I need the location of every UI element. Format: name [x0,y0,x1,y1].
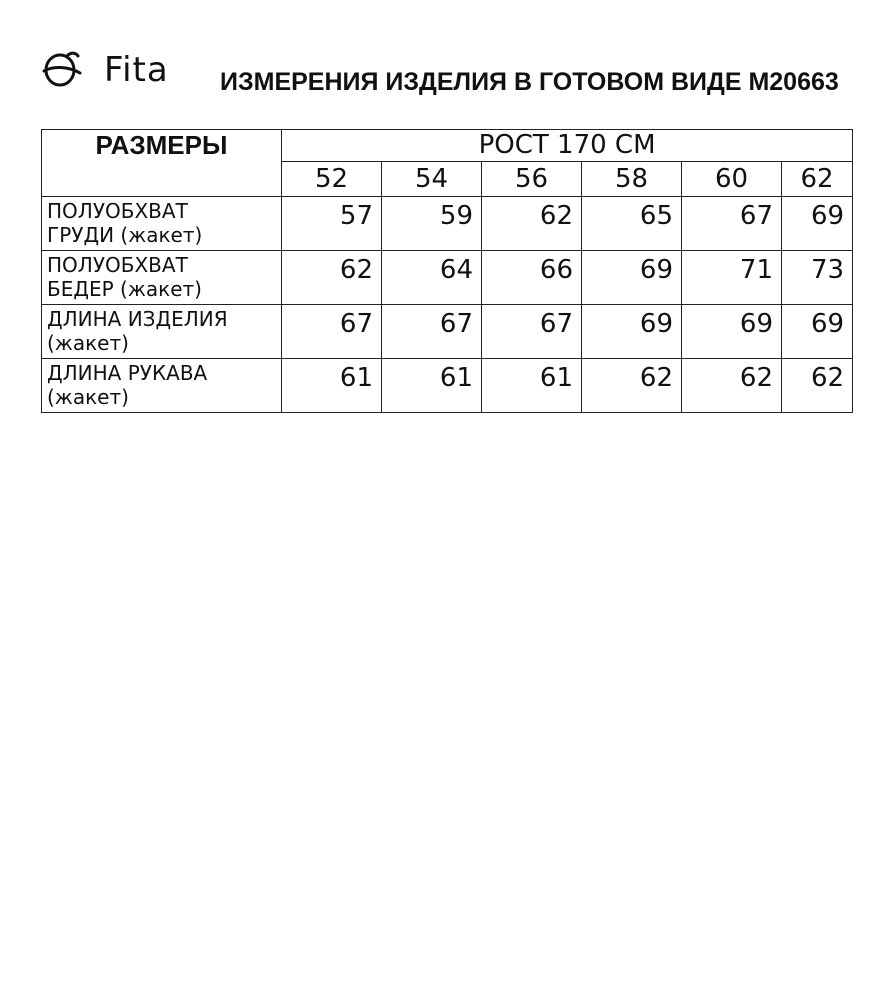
row-label-line: (жакет) [47,331,129,355]
value-cell: 69 [782,197,853,251]
value-cell: 62 [282,251,382,305]
value-cell: 65 [582,197,682,251]
table-row [42,197,853,251]
value-cell: 71 [682,251,782,305]
row-label-line: ПОЛУОБХВАТ [47,253,188,277]
value-cell: 73 [782,251,853,305]
value-cell: 62 [482,197,582,251]
row-label [42,251,282,305]
row-label-line: БЕДЕР (жакет) [47,277,202,301]
row-label [42,197,282,251]
size-header-cell: 56 [482,162,582,197]
size-header-cell: 52 [282,162,382,197]
table-row [42,251,853,305]
row-label-line: ПОЛУОБХВАТ [47,199,188,223]
value-cell: 67 [282,305,382,359]
row-label-line: (жакет) [47,385,129,409]
row-label-line: ДЛИНА РУКАВА [47,361,208,385]
sizes-header: РАЗМЕРЫ [42,130,282,197]
table-header-row [42,130,853,162]
value-cell: 67 [482,305,582,359]
value-cell: 67 [382,305,482,359]
size-header-cell: 54 [382,162,482,197]
value-cell: 62 [582,359,682,413]
value-cell: 62 [682,359,782,413]
size-header-cell: 60 [682,162,782,197]
row-label-line: ГРУДИ (жакет) [47,223,203,247]
size-header-cell: 58 [582,162,682,197]
value-cell: 61 [282,359,382,413]
value-cell: 57 [282,197,382,251]
size-measurements-table [41,129,853,413]
page-header [0,0,893,120]
size-header-cell: 62 [782,162,853,197]
row-label-line: ДЛИНА ИЗДЕЛИЯ [47,307,228,331]
height-header: РОСТ 170 СМ [282,130,853,162]
table-row [42,305,853,359]
table-row [42,359,853,413]
value-cell: 69 [682,305,782,359]
row-label [42,305,282,359]
row-label [42,359,282,413]
value-cell: 67 [682,197,782,251]
value-cell: 64 [382,251,482,305]
brand-name: Fita [104,50,169,90]
value-cell: 66 [482,251,582,305]
value-cell: 69 [782,305,853,359]
value-cell: 69 [582,305,682,359]
value-cell: 69 [582,251,682,305]
brand-logo [40,44,190,94]
page-title: ИЗМЕРЕНИЯ ИЗДЕЛИЯ В ГОТОВОМ ВИДЕ М20663 [220,68,839,96]
fita-circle-logo-icon [40,44,100,94]
value-cell: 62 [782,359,853,413]
value-cell: 61 [482,359,582,413]
value-cell: 61 [382,359,482,413]
value-cell: 59 [382,197,482,251]
